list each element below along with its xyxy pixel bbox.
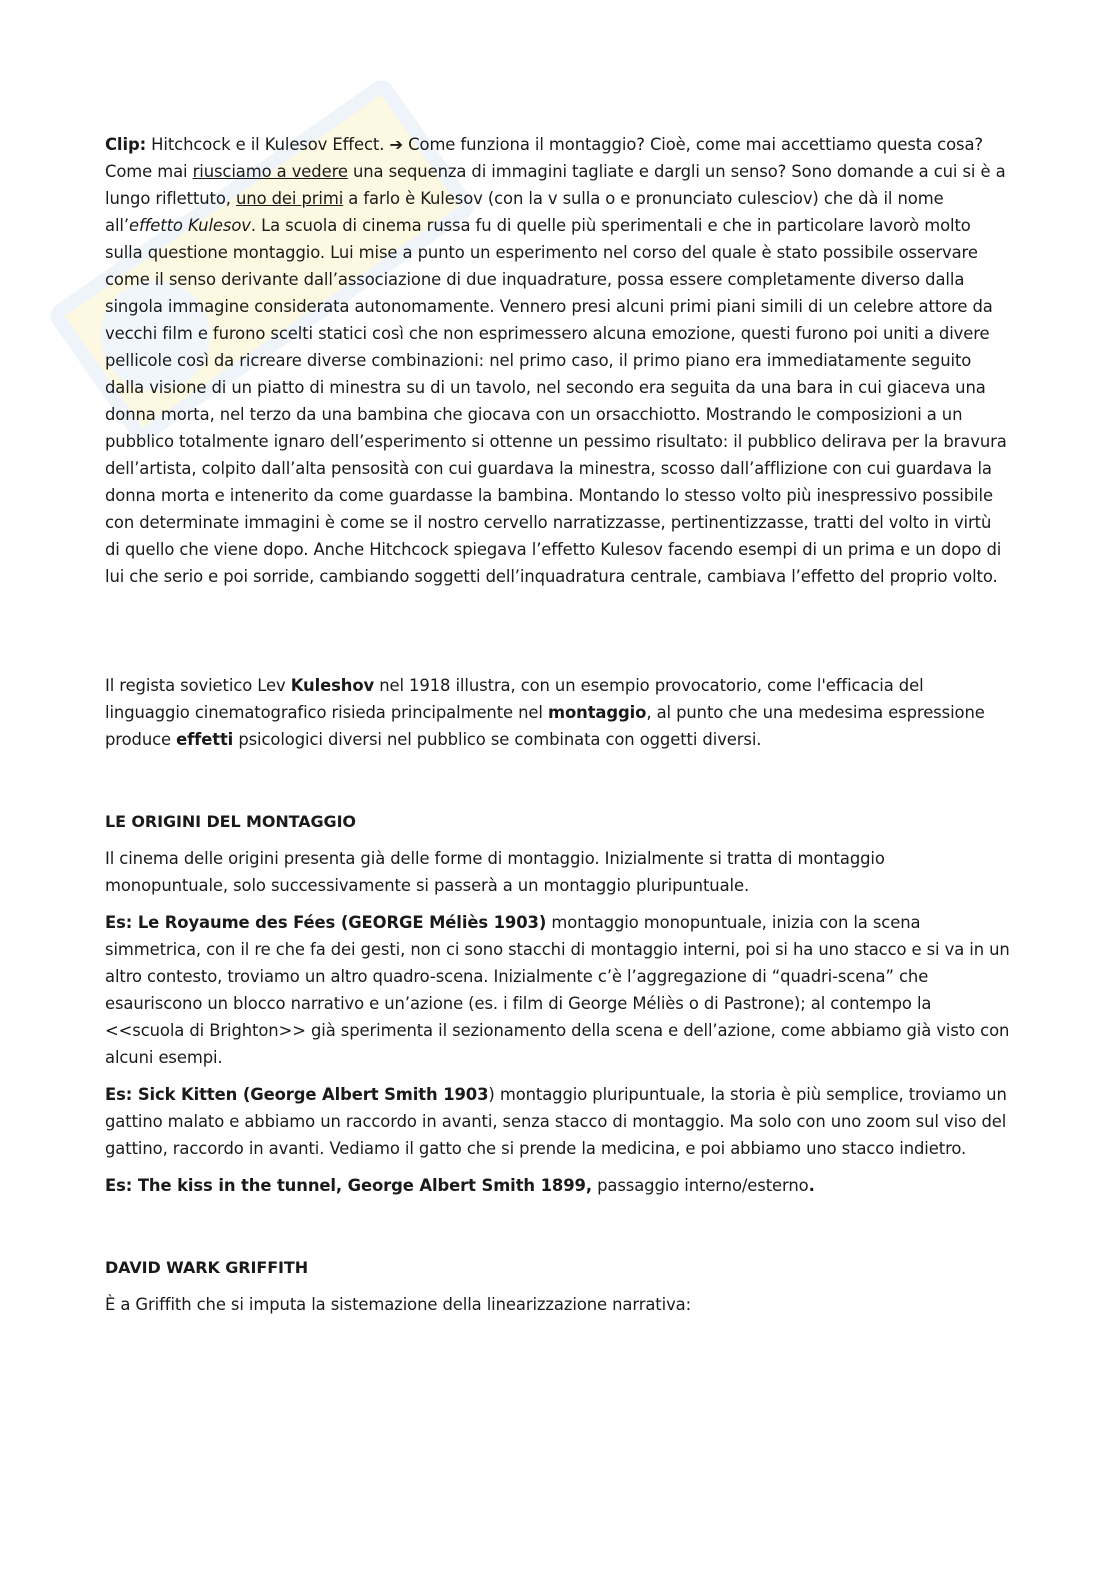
section-heading-griffith: DAVID WARK GRIFFITH xyxy=(105,1258,308,1277)
kuleshov-paragraph: Il regista sovietico Lev Kuleshov nel 1918 illustra, con un esempio provocatorio, come l'efficacia del linguaggio cinematografico risieda principalmente nel montaggio, al punto che una medesima espressione produce effetti psicologici diversi nel pubblico se combinata con oggetti diversi. xyxy=(105,676,985,749)
example-paragraph: Es: The kiss in the tunnel, George Albert Smith 1899, passaggio interno/esterno. xyxy=(105,1176,815,1195)
effect-term: effetto Kulesov xyxy=(128,216,251,235)
example-paragraph: Es: Sick Kitten (George Albert Smith 1903) montaggio pluripuntuale, la storia è più semplice, troviamo un gattino malato e abbiamo un raccordo in avanti, senza stacco di montaggio. Ma solo con uno zoom sul viso del gattino, raccordo in avanti. Vediamo il gatto che si prende la medicina, e poi abbiamo uno stacco indietro. xyxy=(105,1085,1007,1158)
document-page xyxy=(105,131,1010,1318)
origini-intro: Il cinema delle origini presenta già delle forme di montaggio. Inizialmente si tratta di montaggio monopuntuale, solo successivamente si passerà a un montaggio pluripuntuale. xyxy=(105,849,885,895)
clip-paragraph: Clip: Hitchcock e il Kulesov Effect. ➔ Come funziona il montaggio? Cioè, come mai accettiamo questa cosa? Come mai riusciamo a vedere una sequenza di immagini tagliate e dargli un senso? Sono domande a cui si è a lungo riflettuto, uno dei primi a farlo è Kulesov (con la v sulla o e pronunciato culesciov) che dà il nome all’effetto Kulesov. La scuola di cinema russa fu di quelle più sperimentali e che in particolare lavorò molto sulla questione montaggio. Lui mise a punto un esperimento nel corso del quale è stato possibile osservare come il senso derivante dall’associazione di due inquadrature, possa essere completamente diverso dalla singola immagine considerata autonomamente. Vennero presi alcuni primi piani simili di un celebre attore da vecchi film e furono scelti statici così che non esprimessero alcuna emozione, questi furono poi uniti a divere pellicole così da ricreare diverse combinazioni: nel primo caso, il primo piano era immediatamente seguito dalla visione di un piatto di minestra su di un tavolo, nel secondo era seguita da una bara in cui giaceva una donna morta, nel terzo da una bambina che giocava con un orsacchiotto. Mostrando le composizioni a un pubblico totalmente ignaro dell’esperimento si ottenne un pessimo risultato: il pubblico delirava per la bravura dell’artista, colpito dall’alta pensosità con cui guardava la minestra, scosso dall’afflizione con cui guardava la donna morta e intenerito da come guardasse la bambina. Montando lo stesso volto più inespressivo possibile con determinate immagini è come se il nostro cervello narratizzasse, pertinentizzasse, tratti del volto in virtù di quello che viene dopo. Anche Hitchcock spiegava l’effetto Kulesov facendo esempi di un prima e un dopo di lui che serio e poi sorride, cambiando soggetti dell’inquadratura centrale, cambiava l’effetto del proprio volto. xyxy=(105,135,1007,586)
section-heading-origini: LE ORIGINI DEL MONTAGGIO xyxy=(105,812,356,831)
arrow-icon: ➔ xyxy=(389,135,404,154)
example-paragraph: Es: Le Royaume des Fées (GEORGE Méliès 1903) montaggio monopuntuale, inizia con la scena simmetrica, con il re che fa dei gesti, non ci sono stacchi di montaggio interni, poi si ha uno stacco e si va in un altro contesto, troviamo un altro quadro-scena. Inizialmente c’è l’aggregazione di “quadri-scena” che esauriscono un blocco narrativo e un’azione (es. i film di George Méliès o di Pastrone); al contempo la <<scuola di Brighton>> già sperimenta il sezionamento della scena e dell’azione, come abbiamo già visto con alcuni esempi. xyxy=(105,913,1010,1067)
clip-label: Clip: xyxy=(105,135,147,154)
griffith-intro: È a Griffith che si imputa la sistemazione della linearizzazione narrativa: xyxy=(105,1295,692,1314)
